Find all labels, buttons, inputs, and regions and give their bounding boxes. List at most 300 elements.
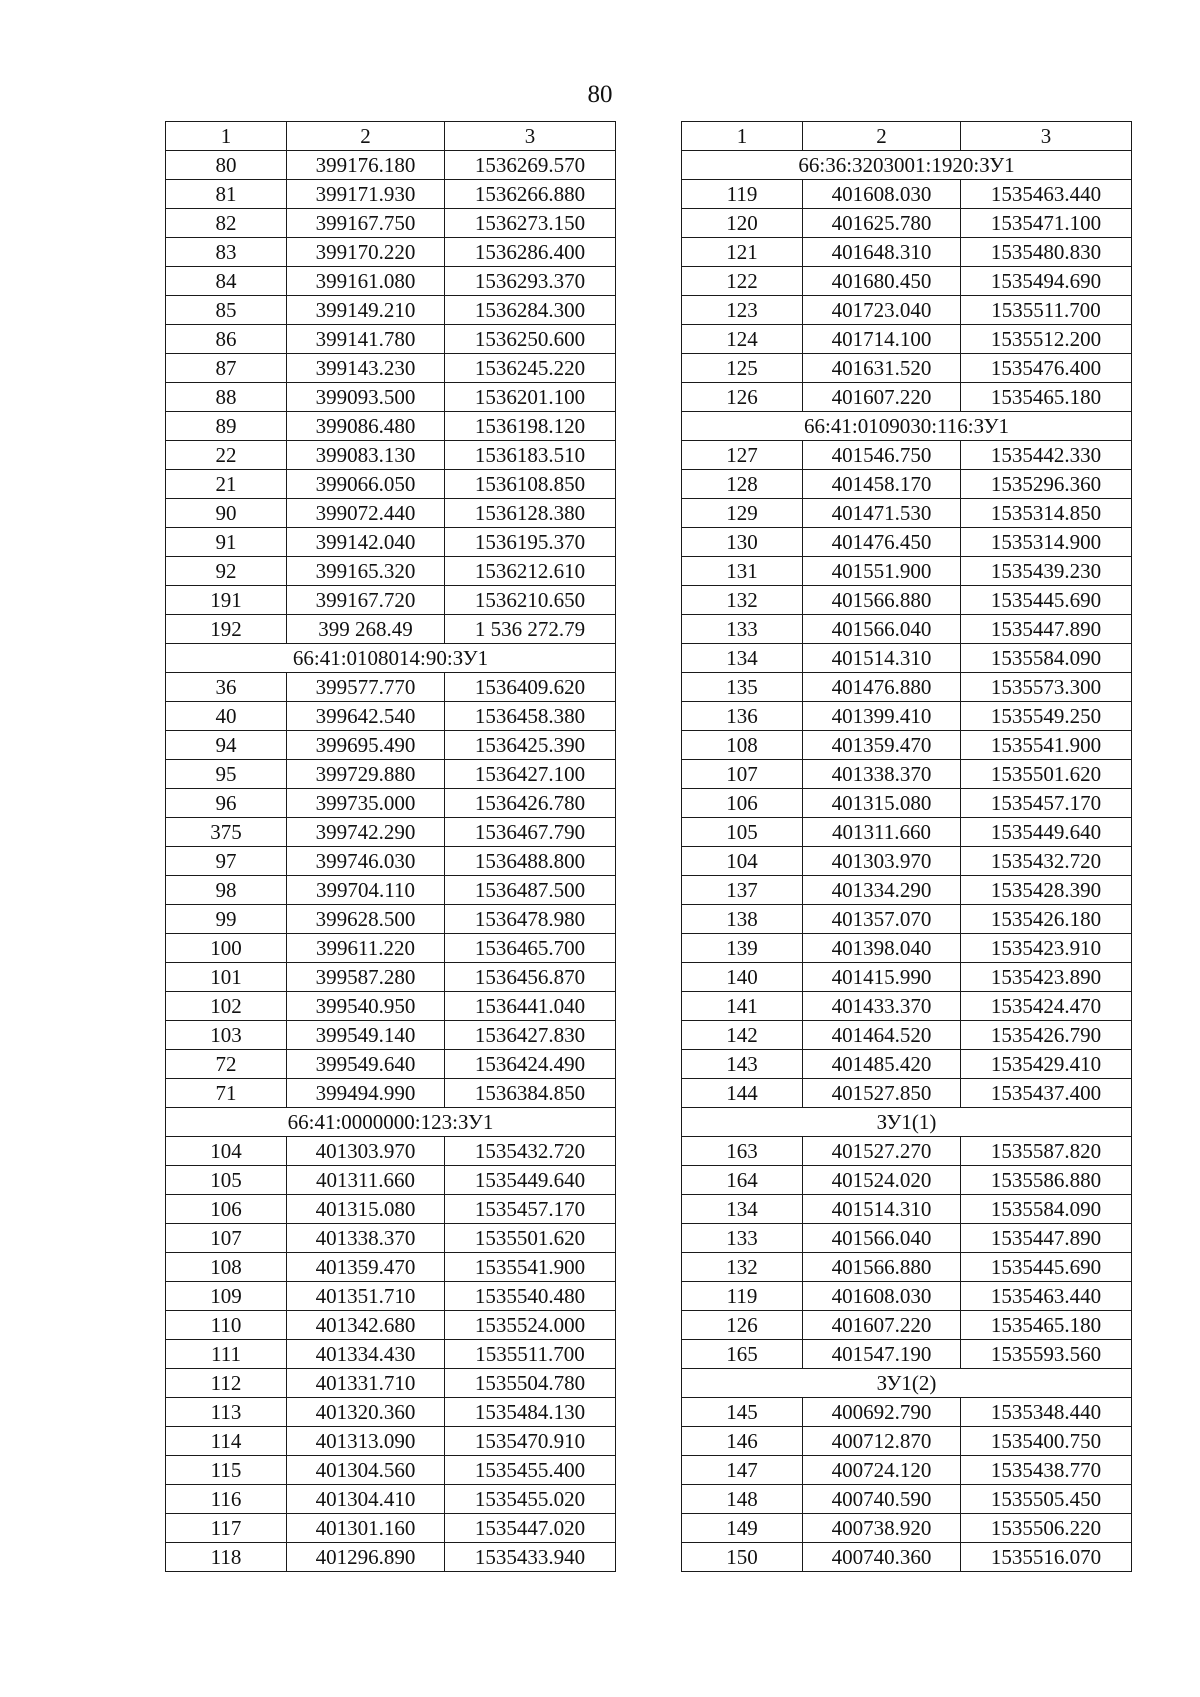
table-row (166, 180, 616, 209)
x-coordinate-cell: 399141.780 (287, 325, 445, 354)
point-number-cell: 134 (682, 644, 803, 673)
point-number-cell: 86 (166, 325, 287, 354)
x-coordinate-cell: 399704.110 (287, 876, 445, 905)
table-row (166, 441, 616, 470)
table-body (682, 122, 1132, 1572)
point-number-cell: 126 (682, 383, 803, 412)
table-row (166, 1079, 616, 1108)
y-coordinate-cell: 1535511.700 (445, 1340, 616, 1369)
y-coordinate-cell: 1536201.100 (445, 383, 616, 412)
page-number: 80 (587, 81, 613, 108)
table-row (682, 1137, 1132, 1166)
y-coordinate-cell: 1536425.390 (445, 731, 616, 760)
x-coordinate-cell: 401399.410 (803, 702, 961, 731)
table-row (682, 557, 1132, 586)
table-row (166, 1543, 616, 1572)
x-coordinate-cell: 399170.220 (287, 238, 445, 267)
x-coordinate-cell: 401320.360 (287, 1398, 445, 1427)
point-number-cell: 150 (682, 1543, 803, 1572)
point-number-cell: 134 (682, 1195, 803, 1224)
x-coordinate-cell: 401648.310 (803, 238, 961, 267)
y-coordinate-cell: 1535587.820 (961, 1137, 1132, 1166)
table-row (682, 1021, 1132, 1050)
x-coordinate-cell: 400724.120 (803, 1456, 961, 1485)
section-title: 66:41:0000000:123:ЗУ1 (166, 1108, 616, 1137)
table-row (682, 1398, 1132, 1427)
x-coordinate-cell: 401476.450 (803, 528, 961, 557)
point-number-cell: 133 (682, 615, 803, 644)
table-row (166, 238, 616, 267)
point-number-cell: 113 (166, 1398, 287, 1427)
table-row (682, 325, 1132, 354)
x-coordinate-cell: 401551.900 (803, 557, 961, 586)
y-coordinate-cell: 1535584.090 (961, 644, 1132, 673)
point-number-cell: 148 (682, 1485, 803, 1514)
x-coordinate-cell: 401334.430 (287, 1340, 445, 1369)
y-coordinate-cell: 1536245.220 (445, 354, 616, 383)
y-coordinate-cell: 1536441.040 (445, 992, 616, 1021)
table-row (166, 296, 616, 325)
y-coordinate-cell: 1535455.020 (445, 1485, 616, 1514)
point-number-cell: 146 (682, 1427, 803, 1456)
table-row (166, 1166, 616, 1195)
y-coordinate-cell: 1535506.220 (961, 1514, 1132, 1543)
x-coordinate-cell: 399628.500 (287, 905, 445, 934)
table-row (682, 1340, 1132, 1369)
x-coordinate-cell: 399083.130 (287, 441, 445, 470)
y-coordinate-cell: 1535447.890 (961, 1224, 1132, 1253)
x-coordinate-cell: 399167.720 (287, 586, 445, 615)
y-coordinate-cell: 1535439.230 (961, 557, 1132, 586)
x-coordinate-cell: 399746.030 (287, 847, 445, 876)
y-coordinate-cell: 1535437.400 (961, 1079, 1132, 1108)
x-coordinate-cell: 401351.710 (287, 1282, 445, 1311)
x-coordinate-cell: 401608.030 (803, 1282, 961, 1311)
x-coordinate-cell: 399587.280 (287, 963, 445, 992)
x-coordinate-cell: 401608.030 (803, 180, 961, 209)
point-number-cell: 165 (682, 1340, 803, 1369)
y-coordinate-cell: 1536458.380 (445, 702, 616, 731)
y-coordinate-cell: 1535586.880 (961, 1166, 1132, 1195)
point-number-cell: 123 (682, 296, 803, 325)
x-coordinate-cell: 401303.970 (287, 1137, 445, 1166)
x-coordinate-cell: 401566.880 (803, 1253, 961, 1282)
point-number-cell: 130 (682, 528, 803, 557)
point-number-cell: 163 (682, 1137, 803, 1166)
x-coordinate-cell: 401296.890 (287, 1543, 445, 1572)
table-row (682, 1427, 1132, 1456)
table-row (166, 934, 616, 963)
table-row (682, 1166, 1132, 1195)
table-row (682, 528, 1132, 557)
point-number-cell: 102 (166, 992, 287, 1021)
point-number-cell: 114 (166, 1427, 287, 1456)
x-coordinate-cell: 401471.530 (803, 499, 961, 528)
y-coordinate-cell: 1536488.800 (445, 847, 616, 876)
y-coordinate-cell: 1535314.900 (961, 528, 1132, 557)
point-number-cell: 100 (166, 934, 287, 963)
y-coordinate-cell: 1535445.690 (961, 1253, 1132, 1282)
point-number-cell: 147 (682, 1456, 803, 1485)
table-row (166, 731, 616, 760)
table-row (682, 1282, 1132, 1311)
y-coordinate-cell: 1536409.620 (445, 673, 616, 702)
y-coordinate-cell: 1536467.790 (445, 818, 616, 847)
section-title: 66:41:0109030:116:ЗУ1 (682, 412, 1132, 441)
y-coordinate-cell: 1535465.180 (961, 383, 1132, 412)
section-title: ЗУ1(2) (682, 1369, 1132, 1398)
x-coordinate-cell: 401514.310 (803, 1195, 961, 1224)
y-coordinate-cell: 1535423.890 (961, 963, 1132, 992)
y-coordinate-cell: 1535449.640 (445, 1166, 616, 1195)
table-row (682, 1485, 1132, 1514)
x-coordinate-cell: 400692.790 (803, 1398, 961, 1427)
x-coordinate-cell: 401334.290 (803, 876, 961, 905)
point-number-cell: 96 (166, 789, 287, 818)
x-coordinate-cell: 401566.880 (803, 586, 961, 615)
x-coordinate-cell: 399642.540 (287, 702, 445, 731)
y-coordinate-cell: 1535494.690 (961, 267, 1132, 296)
y-coordinate-cell: 1536465.700 (445, 934, 616, 963)
table-row (166, 673, 616, 702)
point-number-cell: 90 (166, 499, 287, 528)
table-row (166, 847, 616, 876)
table-row (166, 1282, 616, 1311)
point-number-cell: 117 (166, 1514, 287, 1543)
x-coordinate-cell: 401714.100 (803, 325, 961, 354)
point-number-cell: 192 (166, 615, 287, 644)
x-coordinate-cell: 400740.360 (803, 1543, 961, 1572)
y-coordinate-cell: 1536426.780 (445, 789, 616, 818)
table-row (682, 267, 1132, 296)
point-number-cell: 107 (166, 1224, 287, 1253)
y-coordinate-cell: 1536250.600 (445, 325, 616, 354)
y-coordinate-cell: 1536487.500 (445, 876, 616, 905)
x-coordinate-cell: 399066.050 (287, 470, 445, 499)
table-row (682, 470, 1132, 499)
x-coordinate-cell: 401315.080 (287, 1195, 445, 1224)
point-number-cell: 104 (166, 1137, 287, 1166)
table-row (682, 760, 1132, 789)
x-coordinate-cell: 401607.220 (803, 383, 961, 412)
table-row (166, 1021, 616, 1050)
table-row (682, 847, 1132, 876)
point-number-cell: 138 (682, 905, 803, 934)
table-row (682, 1311, 1132, 1340)
table-row (682, 209, 1132, 238)
table-row (682, 296, 1132, 325)
table-row (682, 1195, 1132, 1224)
section-title: 66:41:0108014:90:ЗУ1 (166, 644, 616, 673)
x-coordinate-cell: 400740.590 (803, 1485, 961, 1514)
header-row (682, 122, 1132, 151)
section-row (166, 644, 616, 673)
point-number-cell: 111 (166, 1340, 287, 1369)
y-coordinate-cell: 1536427.830 (445, 1021, 616, 1050)
column-header: 2 (803, 122, 961, 151)
table-row (682, 992, 1132, 1021)
y-coordinate-cell: 1536266.880 (445, 180, 616, 209)
section-title: 66:36:3203001:1920:ЗУ1 (682, 151, 1132, 180)
point-number-cell: 133 (682, 1224, 803, 1253)
x-coordinate-cell: 401631.520 (803, 354, 961, 383)
table-row (682, 963, 1132, 992)
y-coordinate-cell: 1536478.980 (445, 905, 616, 934)
table-row (166, 1398, 616, 1427)
y-coordinate-cell: 1535424.470 (961, 992, 1132, 1021)
y-coordinate-cell: 1536183.510 (445, 441, 616, 470)
point-number-cell: 140 (682, 963, 803, 992)
table-row (166, 499, 616, 528)
y-coordinate-cell: 1536284.300 (445, 296, 616, 325)
table-row (166, 1369, 616, 1398)
point-number-cell: 108 (166, 1253, 287, 1282)
y-coordinate-cell: 1535428.390 (961, 876, 1132, 905)
table-row (166, 1456, 616, 1485)
column-header: 1 (682, 122, 803, 151)
x-coordinate-cell: 401527.270 (803, 1137, 961, 1166)
x-coordinate-cell: 401315.080 (803, 789, 961, 818)
y-coordinate-cell: 1535512.200 (961, 325, 1132, 354)
y-coordinate-cell: 1535449.640 (961, 818, 1132, 847)
point-number-cell: 95 (166, 760, 287, 789)
table-row (166, 557, 616, 586)
y-coordinate-cell: 1535463.440 (961, 180, 1132, 209)
header-row (166, 122, 616, 151)
point-number-cell: 119 (682, 1282, 803, 1311)
y-coordinate-cell: 1535455.400 (445, 1456, 616, 1485)
table-row (166, 1514, 616, 1543)
x-coordinate-cell: 401433.370 (803, 992, 961, 1021)
point-number-cell: 144 (682, 1079, 803, 1108)
x-coordinate-cell: 401359.470 (287, 1253, 445, 1282)
table-row (682, 238, 1132, 267)
table-row (166, 470, 616, 499)
section-row (682, 1369, 1132, 1398)
table-row (166, 789, 616, 818)
y-coordinate-cell: 1536424.490 (445, 1050, 616, 1079)
x-coordinate-cell: 399149.210 (287, 296, 445, 325)
x-coordinate-cell: 399167.750 (287, 209, 445, 238)
y-coordinate-cell: 1535465.180 (961, 1311, 1132, 1340)
point-number-cell: 106 (166, 1195, 287, 1224)
table-row (166, 528, 616, 557)
point-number-cell: 85 (166, 296, 287, 325)
y-coordinate-cell: 1535584.090 (961, 1195, 1132, 1224)
x-coordinate-cell: 401476.880 (803, 673, 961, 702)
table-row (166, 1137, 616, 1166)
y-coordinate-cell: 1536212.610 (445, 557, 616, 586)
table-row (682, 818, 1132, 847)
table-row (682, 1514, 1132, 1543)
point-number-cell: 132 (682, 586, 803, 615)
table-row (166, 267, 616, 296)
table-row (682, 354, 1132, 383)
x-coordinate-cell: 399143.230 (287, 354, 445, 383)
point-number-cell: 107 (682, 760, 803, 789)
section-row (166, 1108, 616, 1137)
point-number-cell: 143 (682, 1050, 803, 1079)
y-coordinate-cell: 1535423.910 (961, 934, 1132, 963)
point-number-cell: 108 (682, 731, 803, 760)
y-coordinate-cell: 1535426.180 (961, 905, 1132, 934)
table-row (682, 1079, 1132, 1108)
y-coordinate-cell: 1535505.450 (961, 1485, 1132, 1514)
point-number-cell: 84 (166, 267, 287, 296)
x-coordinate-cell: 401304.410 (287, 1485, 445, 1514)
y-coordinate-cell: 1536273.150 (445, 209, 616, 238)
y-coordinate-cell: 1536293.370 (445, 267, 616, 296)
table-row (166, 586, 616, 615)
section-title: ЗУ1(1) (682, 1108, 1132, 1137)
point-number-cell: 137 (682, 876, 803, 905)
y-coordinate-cell: 1535447.890 (961, 615, 1132, 644)
y-coordinate-cell: 1535400.750 (961, 1427, 1132, 1456)
table-row (682, 441, 1132, 470)
y-coordinate-cell: 1535314.850 (961, 499, 1132, 528)
point-number-cell: 145 (682, 1398, 803, 1427)
x-coordinate-cell: 401485.420 (803, 1050, 961, 1079)
y-coordinate-cell: 1535470.910 (445, 1427, 616, 1456)
point-number-cell: 128 (682, 470, 803, 499)
y-coordinate-cell: 1535457.170 (961, 789, 1132, 818)
table-row (166, 905, 616, 934)
x-coordinate-cell: 399549.640 (287, 1050, 445, 1079)
y-coordinate-cell: 1535573.300 (961, 673, 1132, 702)
x-coordinate-cell: 401546.750 (803, 441, 961, 470)
x-coordinate-cell: 399176.180 (287, 151, 445, 180)
x-coordinate-cell: 401359.470 (803, 731, 961, 760)
y-coordinate-cell: 1536286.400 (445, 238, 616, 267)
table-row (166, 1253, 616, 1282)
x-coordinate-cell: 399540.950 (287, 992, 445, 1021)
point-number-cell: 106 (682, 789, 803, 818)
table-row (682, 1224, 1132, 1253)
section-row (682, 412, 1132, 441)
x-coordinate-cell: 401338.370 (287, 1224, 445, 1253)
y-coordinate-cell: 1536108.850 (445, 470, 616, 499)
x-coordinate-cell: 401527.850 (803, 1079, 961, 1108)
x-coordinate-cell: 399577.770 (287, 673, 445, 702)
x-coordinate-cell: 401313.090 (287, 1427, 445, 1456)
x-coordinate-cell: 401607.220 (803, 1311, 961, 1340)
point-number-cell: 110 (166, 1311, 287, 1340)
y-coordinate-cell: 1535463.440 (961, 1282, 1132, 1311)
point-number-cell: 131 (682, 557, 803, 586)
y-coordinate-cell: 1535296.360 (961, 470, 1132, 499)
x-coordinate-cell: 399742.290 (287, 818, 445, 847)
point-number-cell: 142 (682, 1021, 803, 1050)
point-number-cell: 105 (166, 1166, 287, 1195)
table-row (682, 1543, 1132, 1572)
y-coordinate-cell: 1535438.770 (961, 1456, 1132, 1485)
x-coordinate-cell: 401342.680 (287, 1311, 445, 1340)
table-row (166, 1485, 616, 1514)
y-coordinate-cell: 1535429.410 (961, 1050, 1132, 1079)
table-row (166, 615, 616, 644)
y-coordinate-cell: 1535442.330 (961, 441, 1132, 470)
x-coordinate-cell: 399735.000 (287, 789, 445, 818)
point-number-cell: 98 (166, 876, 287, 905)
point-number-cell: 136 (682, 702, 803, 731)
y-coordinate-cell: 1535593.560 (961, 1340, 1132, 1369)
table-row (682, 731, 1132, 760)
table-row (166, 702, 616, 731)
table-row (682, 1253, 1132, 1282)
section-row (682, 151, 1132, 180)
x-coordinate-cell: 400738.920 (803, 1514, 961, 1543)
point-number-cell: 36 (166, 673, 287, 702)
x-coordinate-cell: 399549.140 (287, 1021, 445, 1050)
y-coordinate-cell: 1535457.170 (445, 1195, 616, 1224)
y-coordinate-cell: 1535541.900 (961, 731, 1132, 760)
table-row (166, 412, 616, 441)
section-row (682, 1108, 1132, 1137)
x-coordinate-cell: 399171.930 (287, 180, 445, 209)
table-row (682, 934, 1132, 963)
table-row (166, 1050, 616, 1079)
point-number-cell: 118 (166, 1543, 287, 1572)
x-coordinate-cell: 399494.990 (287, 1079, 445, 1108)
point-number-cell: 103 (166, 1021, 287, 1050)
y-coordinate-cell: 1535511.700 (961, 296, 1132, 325)
point-number-cell: 139 (682, 934, 803, 963)
x-coordinate-cell: 399142.040 (287, 528, 445, 557)
point-number-cell: 94 (166, 731, 287, 760)
y-coordinate-cell: 1535480.830 (961, 238, 1132, 267)
y-coordinate-cell: 1535447.020 (445, 1514, 616, 1543)
point-number-cell: 80 (166, 151, 287, 180)
y-coordinate-cell: 1535524.000 (445, 1311, 616, 1340)
y-coordinate-cell: 1535501.620 (445, 1224, 616, 1253)
x-coordinate-cell: 399611.220 (287, 934, 445, 963)
x-coordinate-cell: 401303.970 (803, 847, 961, 876)
table-row (166, 760, 616, 789)
column-header: 1 (166, 122, 287, 151)
x-coordinate-cell: 401357.070 (803, 905, 961, 934)
column-header: 3 (961, 122, 1132, 151)
point-number-cell: 149 (682, 1514, 803, 1543)
table-row (166, 1195, 616, 1224)
x-coordinate-cell: 401398.040 (803, 934, 961, 963)
table-row (682, 702, 1132, 731)
column-header: 2 (287, 122, 445, 151)
point-number-cell: 87 (166, 354, 287, 383)
coordinates-table-right (681, 121, 1132, 1572)
table-row (682, 673, 1132, 702)
y-coordinate-cell: 1536195.370 (445, 528, 616, 557)
point-number-cell: 127 (682, 441, 803, 470)
x-coordinate-cell: 401311.660 (287, 1166, 445, 1195)
point-number-cell: 104 (682, 847, 803, 876)
point-number-cell: 22 (166, 441, 287, 470)
x-coordinate-cell: 399695.490 (287, 731, 445, 760)
point-number-cell: 121 (682, 238, 803, 267)
y-coordinate-cell: 1535484.130 (445, 1398, 616, 1427)
y-coordinate-cell: 1535348.440 (961, 1398, 1132, 1427)
x-coordinate-cell: 401547.190 (803, 1340, 961, 1369)
table-row (682, 180, 1132, 209)
table-row (166, 876, 616, 905)
x-coordinate-cell: 399093.500 (287, 383, 445, 412)
coordinates-table-left (165, 121, 616, 1572)
point-number-cell: 119 (682, 180, 803, 209)
table-row (166, 818, 616, 847)
table-row (166, 354, 616, 383)
y-coordinate-cell: 1535445.690 (961, 586, 1132, 615)
point-number-cell: 91 (166, 528, 287, 557)
x-coordinate-cell: 401566.040 (803, 1224, 961, 1253)
